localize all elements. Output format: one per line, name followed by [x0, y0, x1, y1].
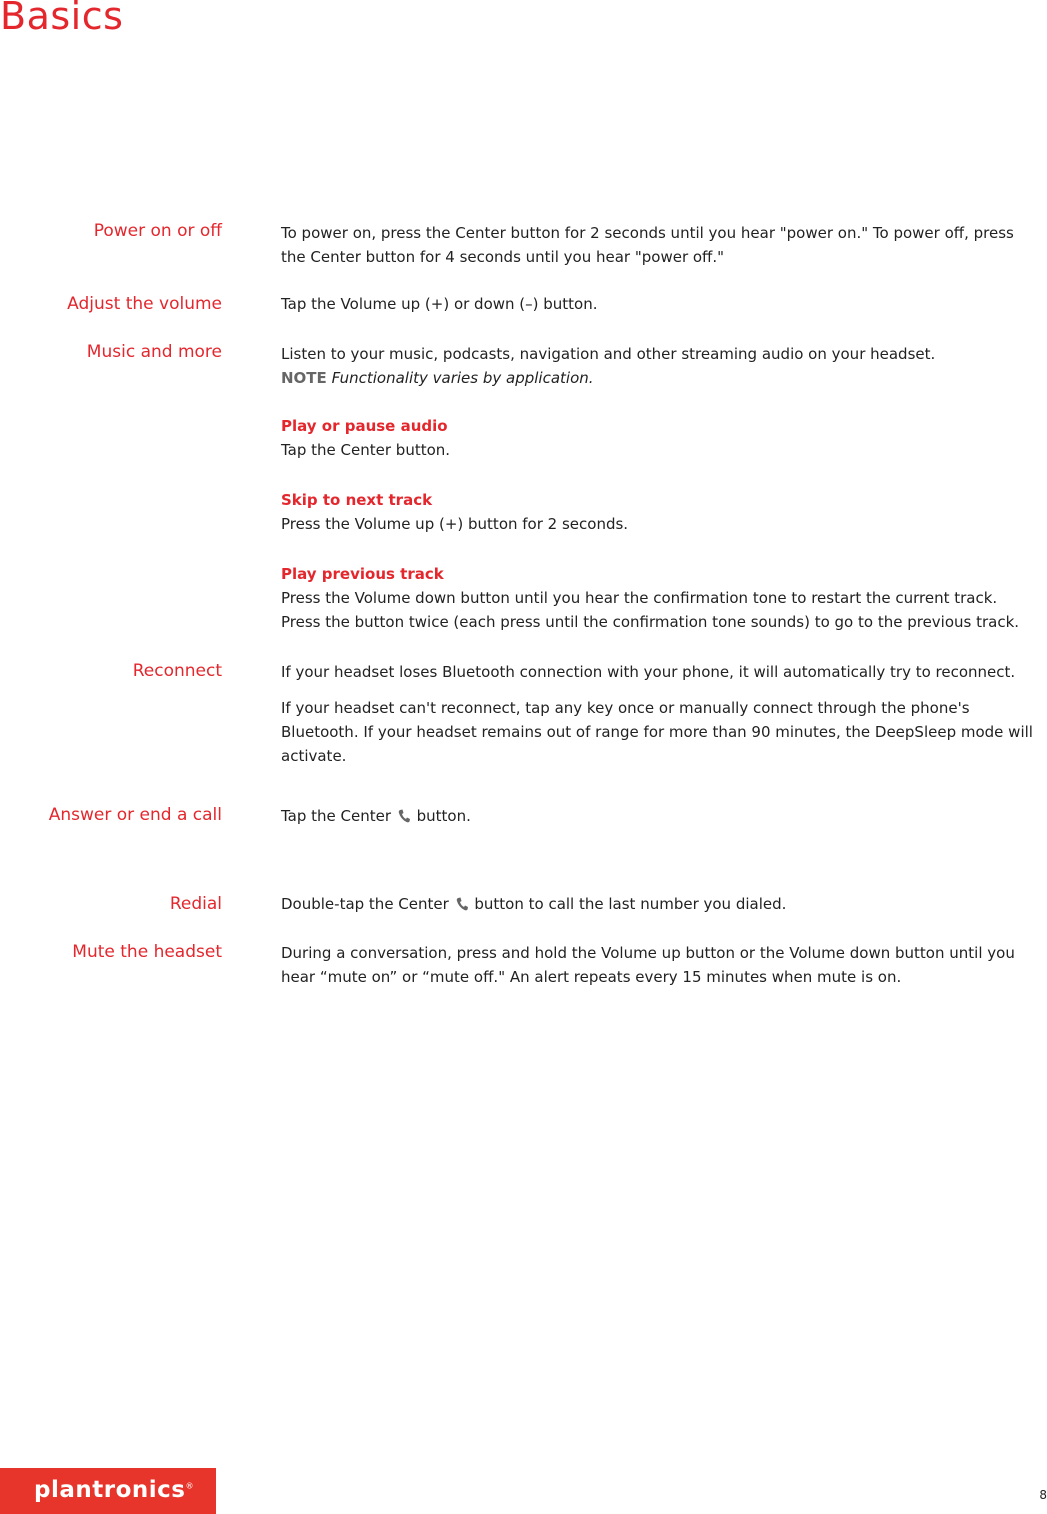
text-redial-before: Double-tap the Center — [281, 895, 449, 913]
subhead-play-pause: Play or pause audio — [281, 417, 448, 435]
text-answer — [281, 804, 1041, 828]
text-volume: Tap the Volume up (+) or down (–) button. — [281, 295, 598, 313]
plantronics-logo — [0, 1468, 216, 1514]
phone-icon — [398, 809, 410, 823]
label-music: Music and more — [86, 342, 222, 362]
text-answer-before: Tap the Center — [281, 807, 392, 825]
phone-icon — [456, 897, 468, 911]
label-answer: Answer or end a call — [48, 805, 222, 825]
logo-text: plantronics — [34, 1477, 186, 1503]
text-music: Listen to your music, podcasts, navigation and other streaming audio on your headset. — [281, 345, 936, 363]
text-redial — [281, 892, 1041, 916]
text-power: To power on, press the Center button for 2 seconds until you hear "power on." To power off, press the Center button for 4 seconds until you hear "power off." — [281, 224, 1014, 266]
label-volume: Adjust the volume — [67, 294, 222, 314]
music-section — [281, 342, 1041, 634]
text-answer-after: button. — [416, 807, 471, 825]
text-reconnect-2: If your headset can't reconnect, tap any key once or manually connect through the phone's Bluetooth. If your headset remains out of range for more than 90 minutes, the DeepSleep mode will activate. — [281, 699, 1033, 765]
subhead-skip: Skip to next track — [281, 491, 433, 509]
text-reconnect: If your headset loses Bluetooth connection with your phone, it will automatically try to reconnect. — [281, 663, 1016, 681]
note — [281, 366, 1041, 390]
label-reconnect: Reconnect — [132, 661, 222, 681]
label-mute: Mute the headset — [72, 942, 222, 962]
subhead-previous: Play previous track — [281, 565, 444, 583]
note-text: Functionality varies by application. — [331, 369, 594, 387]
registered-mark: ® — [185, 1481, 194, 1491]
page-number: 8 — [1039, 1488, 1047, 1502]
label-power: Power on or off — [93, 221, 222, 241]
text-skip: Press the Volume up (+) button for 2 seconds. — [281, 515, 629, 533]
text-previous: Press the Volume down button until you hear the confirmation tone to restart the current track. Press the button twice (each press until the confirmation tone sounds) to go to the previous track. — [281, 589, 1020, 631]
text-mute: During a conversation, press and hold the Volume up button or the Volume down button until you hear “mute on” or “mute off." An alert repeats every 15 minutes when mute is on. — [281, 944, 1015, 986]
text-play-pause: Tap the Center button. — [281, 441, 451, 459]
note-label: NOTE — [281, 369, 327, 387]
page-title: Basics — [0, 0, 124, 38]
text-redial-after: button to call the last number you dialed. — [474, 895, 787, 913]
label-redial: Redial — [169, 894, 222, 914]
